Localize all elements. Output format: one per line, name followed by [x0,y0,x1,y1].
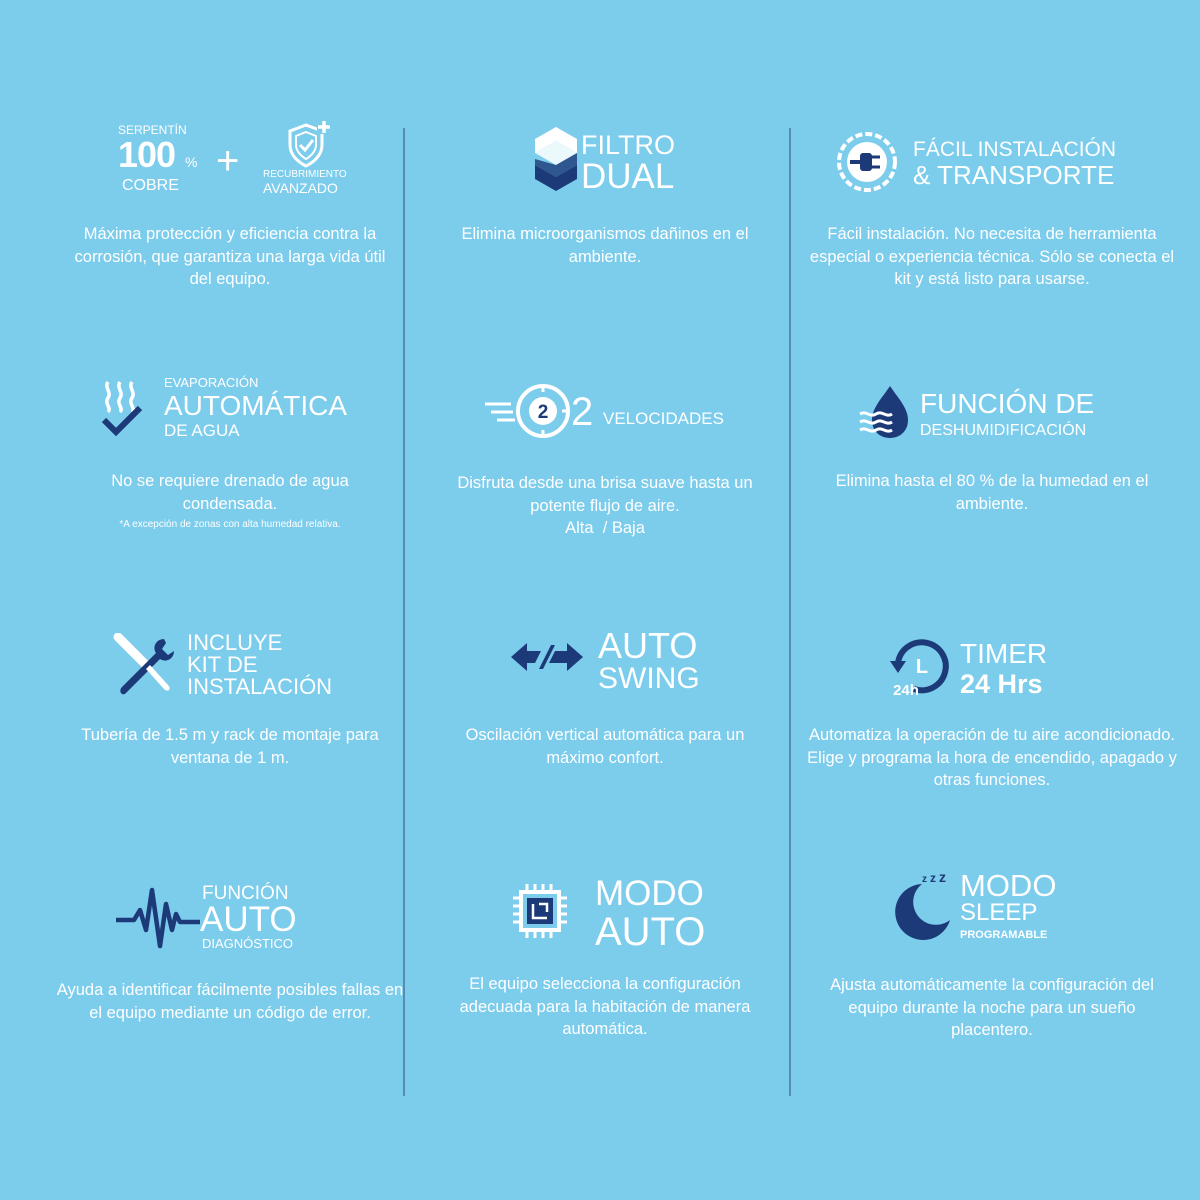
feature-swing-header [405,625,805,715]
filtro-title-line2: DUAL [581,157,675,196]
feature-cobre-header [30,115,430,205]
sleep-title-line2: SLEEP [960,899,1038,926]
feature-swing [405,625,805,877]
feature-filtro [405,115,805,367]
cobre-label: COBRE [122,177,179,194]
feature-cobre [30,115,430,367]
feature-modo-auto [405,874,805,1132]
speed-timer-icon [483,380,575,447]
timer-title-line2: 24 Hrs [960,669,1043,699]
velocidades-title: VELOCIDADES [603,409,724,428]
evaporacion-footnote: *A excepción de zonas con alta humedad relativa. [119,519,341,530]
feature-instalacion-description: Fácil instalación. No necesita de herramienta especial o experiencia técnica. Sólo se conecta el kit y está listo para usarse. [809,225,1175,288]
feature-instalacion-header [792,115,1192,205]
feature-timer-description: Automatiza la operación de tu aire acondicionado. Elige y programa la hora de encendido, apagado y otras funciones. [807,726,1177,789]
timer-icon-letter: L [915,656,929,678]
feature-swing-description: Oscilación vertical automática para un máximo confort. [465,726,745,767]
timer-clock-icon [888,637,952,702]
plug-wheel-icon [836,131,898,198]
diagnostico-title-line2: AUTO [200,900,297,939]
timer-title-line1: TIMER [960,638,1048,669]
feature-sleep [792,868,1192,1132]
velocidades-number: 2 [571,390,594,434]
svg-text:z: z [922,874,927,885]
swing-title-line2: SWING [598,662,700,695]
feature-velocidades [405,370,805,622]
diagnostico-title-line3: DIAGNÓSTICO [202,936,294,951]
feature-deshumidificacion [792,370,1192,622]
feature-modo-auto-description: El equipo selecciona la configuración adecuada para la habitación de manera automática. [459,975,751,1038]
kit-title-line3: INSTALACIÓN [187,674,333,699]
filtro-title-line1: FILTRO [581,130,675,160]
sleep-title-line1: MODO [960,868,1057,903]
avanzado-label: AVANZADO [263,180,338,196]
feature-sleep-description: Ajusta automáticamente la configuración del equipo durante la noche para un sueño placentero. [830,976,1154,1039]
swing-arrows-icon [509,639,585,680]
feature-diagnostico-description: Ayuda a identificar fácilmente posibles fallas en el equipo mediante un código de error. [56,981,404,1022]
feature-evaporacion-description [70,470,390,533]
deshumidificacion-title-line2: DESHUMIDIFICACIÓN [920,422,1087,439]
sleep-title-line3: PROGRAMABLE [960,929,1048,941]
water-drop-icon [858,384,912,445]
percent-number: 100 [118,134,176,175]
feature-cobre-description: Máxima protección y eficiencia contra la corrosión, que garantiza una larga vida útil del equipo. [74,225,386,288]
feature-filtro-header [405,115,805,205]
diagnostico-title-line1: FUNCIÓN [202,883,289,904]
evaporacion-title-line3: DE AGUA [164,421,240,440]
instalacion-title-line2: & TRANSPORTE [913,160,1115,190]
velocidades-speeds: Alta / Baja [565,519,645,537]
evaporacion-title-line1: EVAPORACIÓN [164,375,259,390]
feature-diagnostico-header [30,880,430,970]
dual-filter-icon [533,125,579,198]
modo-auto-title-line2: AUTO [595,910,706,954]
feature-evaporacion-header [30,370,430,460]
feature-deshumidificacion-description: Elimina hasta el 80 % de la humedad en el ambiente. [835,472,1149,513]
shield-plus-icon [284,119,332,174]
serpentin-label: SERPENTÍN [118,123,187,137]
swing-title-line1: AUTO [598,625,698,666]
feature-instalacion [792,115,1192,367]
timer-icon-label: 24h [893,682,919,697]
steam-check-icon [100,378,150,441]
feature-kit-header [30,625,430,715]
modo-auto-title-line1: MODO [595,874,704,913]
feature-kit-description: Tubería de 1.5 m y rack de montaje para ventana de 1 m. [81,726,379,767]
feature-deshumidificacion-header [792,370,1192,460]
kit-title-line1: INCLUYE [187,630,283,655]
feature-timer [792,625,1192,877]
feature-velocidades-header [405,370,805,460]
feature-sleep-header [792,868,1192,970]
svg-text:z: z [939,869,946,885]
plus-sign: + [216,139,240,183]
svg-text:z: z [930,871,936,885]
moon-zzz-icon [892,868,956,945]
pulse-wave-icon [114,886,202,955]
speed-icon-number: 2 [537,402,549,423]
chip-icon [509,880,571,947]
feature-filtro-description: Elimina microorganismos dañinos en el ambiente. [461,225,749,266]
instalacion-title-line1: FÁCIL INSTALACIÓN [913,138,1117,161]
evaporacion-description-text: No se requiere drenado de agua condensada. [111,472,349,513]
percent-sign: % [185,154,198,170]
kit-title-line2: KIT DE [187,652,258,677]
evaporacion-title-line2: AUTOMÁTICA [164,390,348,421]
recubrimiento-label: RECUBRIMIENTO [263,169,347,180]
feature-velocidades-description [445,472,765,540]
feature-diagnostico [30,880,430,1132]
feature-evaporacion [30,370,430,622]
feature-modo-auto-header [405,874,805,970]
tools-icon [112,633,182,704]
feature-timer-header [792,625,1192,715]
velocidades-description-text: Disfruta desde una brisa suave hasta un potente flujo de aire. [457,474,753,515]
deshumidificacion-title-line1: FUNCIÓN DE [920,388,1095,419]
feature-kit [30,625,430,877]
